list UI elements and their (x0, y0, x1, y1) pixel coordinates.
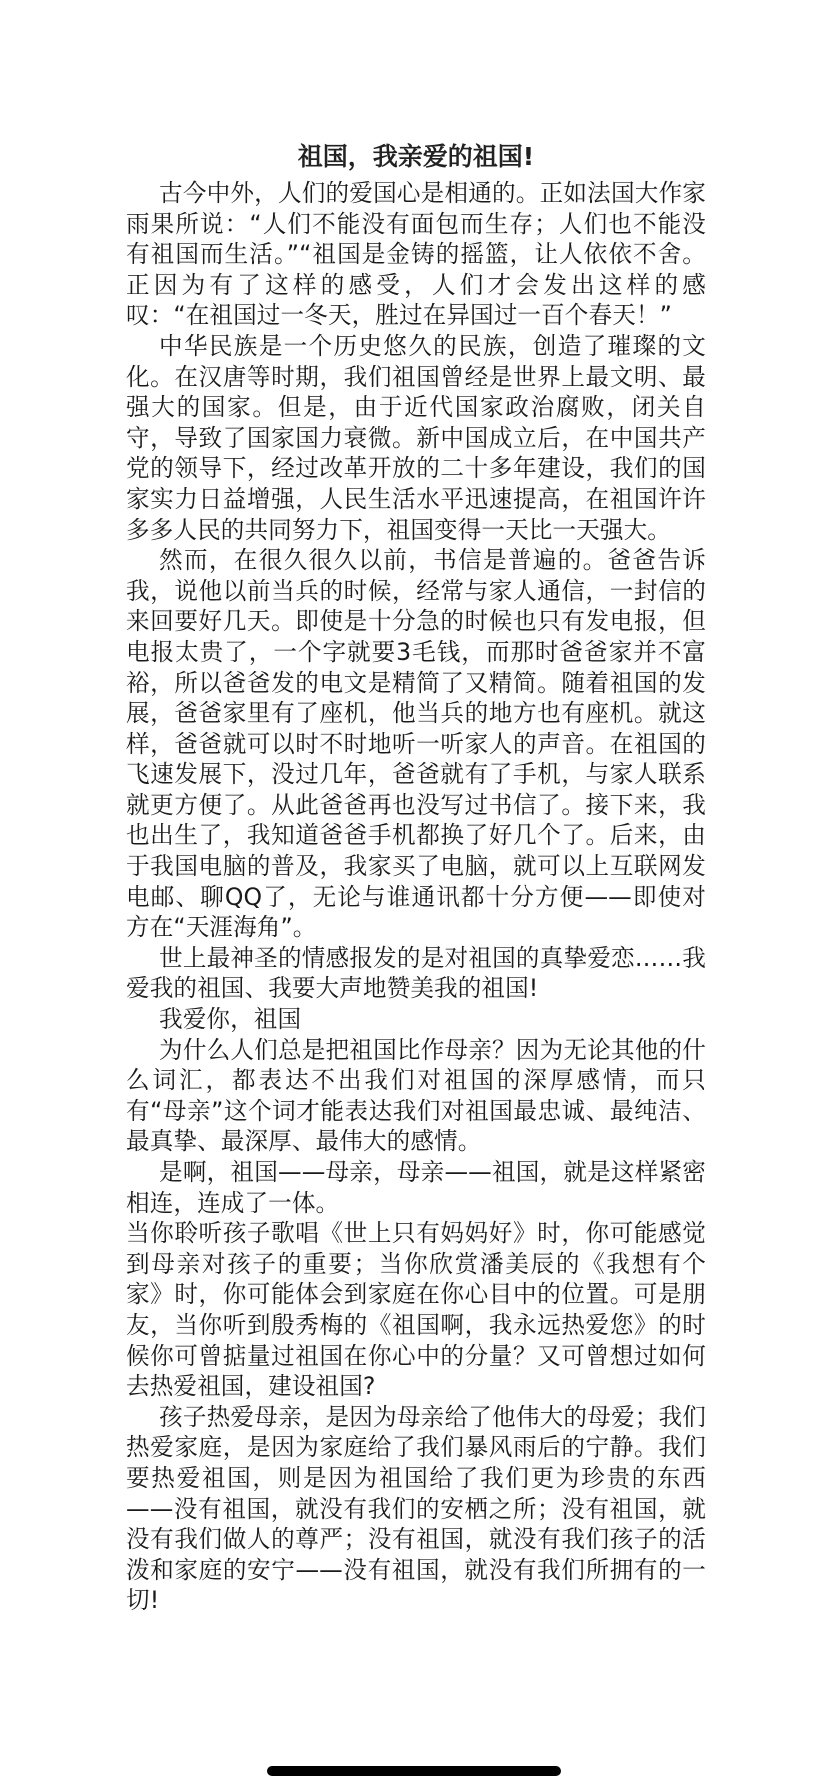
document-title: 祖国，我亲爱的祖国! (297, 142, 535, 171)
paragraph-5: 我爱你，祖国 (159, 1005, 302, 1034)
paragraph-4: 世上最神圣的情感报发的是对祖国的真挚爱恋……我爱我的祖国、我要大声地赞美我的祖国! (126, 943, 706, 1003)
paragraph-7: 是啊，祖国——母亲，母亲——祖国，就是这样紧密相连，连成了一体。 (126, 1158, 706, 1217)
paragraph-8: 当你聆听孩子歌唱《世上只有妈妈好》时，你可能感觉到母亲对孩子的重要；当你欣赏潘美辰的《我想有个家》时，你可能体会到家庭在你心目中的位置。可是朋友，当你听到殷秀梅的《祖国啊，我永远热爱您》的时候你可曾掂量过祖国在你心中的分量？又可曾想过如何去热爱祖国，建设祖国? (126, 1219, 706, 1401)
paragraph-2: 中华民族是一个历史悠久的民族，创造了璀璨的文化。在汉唐等时期，我们祖国曾经是世界上最文明、最强大的国家。但是，由于近代国家政治腐败，闭关自守，导致了国家国力衰微。新中国成立后，在中国共产党的领导下，经过改革开放的二十多年建设，我们的国家实力日益增强，人民生活水平迅速提高，在祖国许许多多人民的共同努力下，祖国变得一天比一天强大。 (126, 331, 706, 544)
paragraph-9: 孩子热爱母亲，是因为母亲给了他伟大的母爱；我们热爱家庭，是因为家庭给了我们暴风雨后的宁静。我们要热爱祖国，则是因为祖国给了我们更为珍贵的东西——没有祖国，就没有我们的安栖之所；没有祖国，就没有我们做人的尊严；没有祖国，就没有我们孩子的活泼和家庭的安宁——没有祖国，就没有我们所拥有的一切! (126, 1402, 706, 1615)
document-body (126, 140, 706, 1616)
paragraph-1: 古今中外，人们的爱国心是相通的。正如法国大作家雨果所说：“人们不能没有面包而生存；人们也不能没有祖国而生活。”“祖国是金铸的摇篮，让人依依不舍。正因为有了这样的感受，人们才会发出这样的感叹：“在祖国过一冬天，胜过在异国过一百个春天！” (126, 179, 706, 330)
paragraph-3: 然而，在很久很久以前，书信是普遍的。爸爸告诉我，说他以前当兵的时候，经常与家人通信，一封信的来回要好几天。即使是十分急的时候也只有发电报，但电报太贵了，一个字就要3毛钱，而那时爸爸家并不富裕，所以爸爸发的电文是精简了又精简。随着祖国的发展，爸爸家里有了座机，他当兵的地方也有座机。就这样，爸爸就可以时不时地听一听家人的声音。在祖国的飞速发展下，没过几年，爸爸就有了手机，与家人联系就更方便了。从此爸爸再也没写过书信了。接下来，我也出生了，我知道爸爸手机都换了好几个了。后来，由于我国电脑的普及，我家买了电脑，就可以上互联网发电邮、聊QQ了，无论与谁通讯都十分方便——即使对方在“天涯海角”。 (126, 546, 706, 942)
home-indicator[interactable] (267, 1766, 561, 1776)
paragraph-6: 为什么人们总是把祖国比作母亲？因为无论其他的什么词汇，都表达不出我们对祖国的深厚感情，而只有“母亲”这个词才能表达我们对祖国最忠诚、最纯洁、最真挚、最深厚、最伟大的感情。 (126, 1035, 706, 1156)
